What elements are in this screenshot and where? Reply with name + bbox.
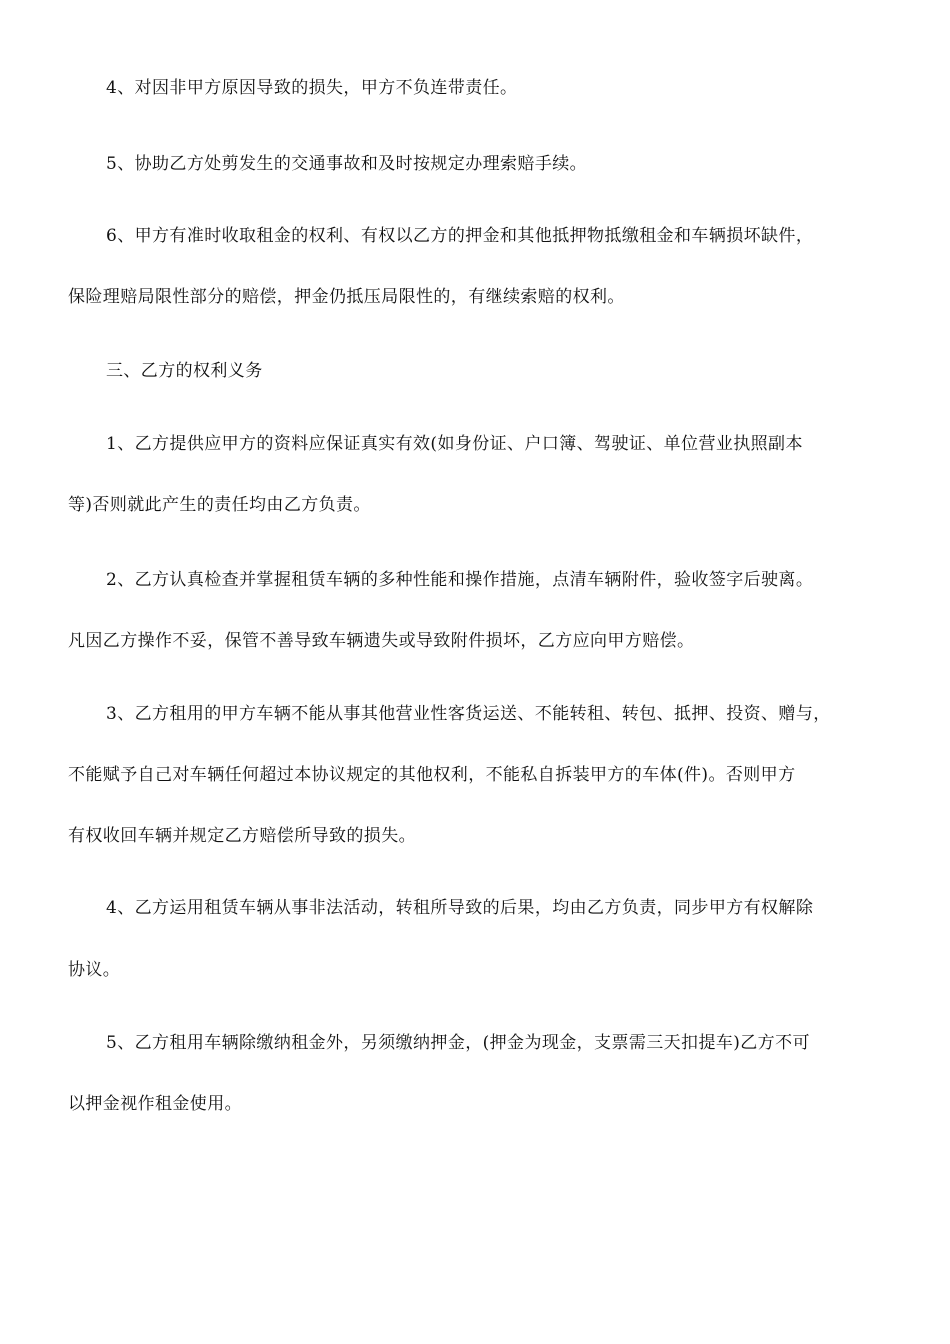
obligation-2-line-2: 凡因乙方操作不妥，保管不善导致车辆遗失或导致附件损坏，乙方应向甲方赔偿。 xyxy=(68,631,695,651)
obligation-1-line-2: 等)否则就此产生的责任均由乙方负责。 xyxy=(68,495,371,515)
obligation-3-line-3: 有权收回车辆并规定乙方赔偿所导致的损失。 xyxy=(68,826,416,846)
paragraph-6-line-1: 6、甲方有准时收取租金的权利、有权以乙方的押金和其他抵押物抵缴租金和车辆损坏缺件， xyxy=(106,226,814,246)
obligation-3-line-2: 不能赋予自己对车辆任何超过本协议规定的其他权利，不能私自拆装甲方的车体(件)。否则甲方 xyxy=(68,765,796,785)
obligation-4-line-1: 4、乙方运用租赁车辆从事非法活动，转租所导致的后果，均由乙方负责，同步甲方有权解除 xyxy=(106,898,814,918)
obligation-5-line-1: 5、乙方租用车辆除缴纳租金外，另须缴纳押金，(押金为现金，支票需三天扣提车)乙方不可 xyxy=(106,1033,810,1053)
obligation-5-line-2: 以押金视作租金使用。 xyxy=(68,1094,242,1114)
paragraph-6-line-2: 保险理赔局限性部分的赔偿，押金仍抵压局限性的，有继续索赔的权利。 xyxy=(68,287,625,307)
paragraph-5-line-1: 5、协助乙方处剪发生的交通事故和及时按规定办理索赔手续。 xyxy=(106,154,588,174)
section-heading: 三、乙方的权利义务 xyxy=(106,361,263,381)
obligation-2-line-1: 2、乙方认真检查并掌握租赁车辆的多种性能和操作措施，点清车辆附件，验收签字后驶离。 xyxy=(106,570,814,590)
obligation-3-line-1: 3、乙方租用的甲方车辆不能从事其他营业性客货运送、不能转租、转包、抵押、投资、赠与， xyxy=(106,704,831,724)
paragraph-4-line-1: 4、对因非甲方原因导致的损失，甲方不负连带责任。 xyxy=(106,78,518,98)
obligation-4-line-2: 协议。 xyxy=(68,960,121,980)
obligation-1-line-1: 1、乙方提供应甲方的资料应保证真实有效(如身份证、户口簿、驾驶证、单位营业执照副本 xyxy=(106,434,803,454)
